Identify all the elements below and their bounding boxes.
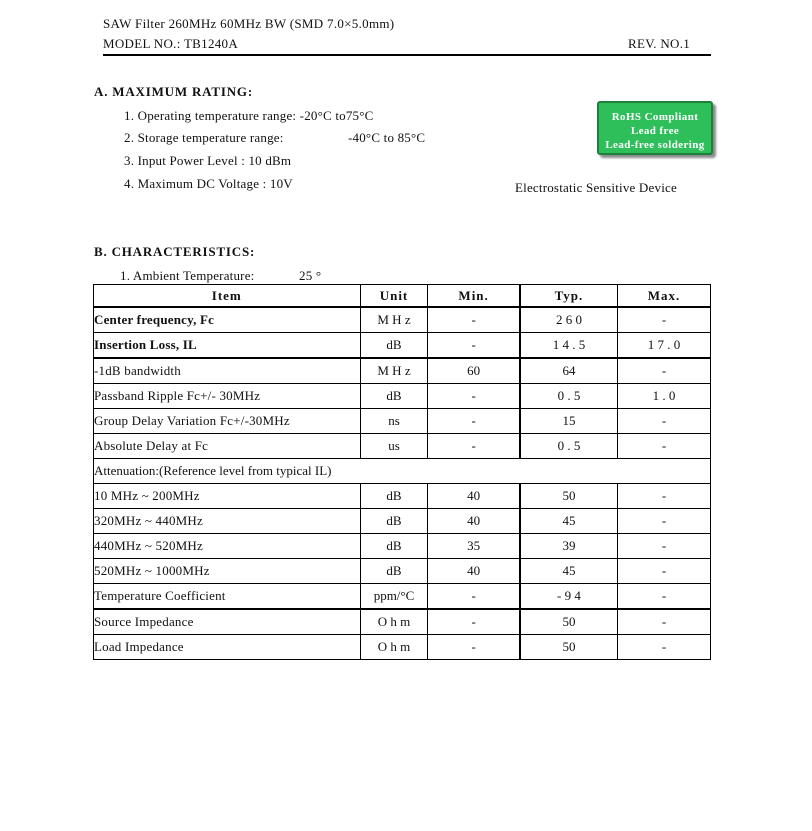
rating-item: 1. Operating temperature range: -20°C to75°C [124, 108, 374, 123]
cell-unit: M H z [360, 307, 428, 333]
cell-min: - [428, 635, 520, 660]
section-b-heading: B. CHARACTERISTICS: [94, 244, 256, 259]
cell-max: - [618, 484, 711, 509]
cell-item: -1dB bandwidth [94, 358, 361, 384]
cell-typ: 50 [520, 635, 618, 660]
rohs-badge [597, 101, 713, 155]
cell-max: - [618, 307, 711, 333]
cell-min: - [428, 409, 520, 434]
cell-min: 35 [428, 534, 520, 559]
table-row [94, 333, 711, 359]
cell-typ: 45 [520, 559, 618, 584]
cell-typ: 45 [520, 509, 618, 534]
cell-typ: 50 [520, 609, 618, 635]
header-cell: Unit [360, 285, 428, 308]
cell-max: - [618, 509, 711, 534]
cell-unit: O h m [360, 609, 428, 635]
cell-max: - [618, 609, 711, 635]
badge-line: Lead free [630, 125, 680, 137]
cell-unit: ns [360, 409, 428, 434]
cell-typ: 0 . 5 [520, 384, 618, 409]
table-row [94, 534, 711, 559]
cell-unit: dB [360, 559, 428, 584]
cell-item: Group Delay Variation Fc+/-30MHz [94, 409, 361, 434]
cell-unit: dB [360, 484, 428, 509]
cell-typ: - 9 4 [520, 584, 618, 610]
rating-item: 4. Maximum DC Voltage : 10V [124, 176, 293, 191]
cell-min: 40 [428, 509, 520, 534]
cell-min: - [428, 584, 520, 610]
cell-unit: dB [360, 534, 428, 559]
table-row [94, 358, 711, 384]
table-row [94, 635, 711, 660]
cell-max: - [618, 534, 711, 559]
attenuation-row [94, 459, 711, 484]
header-cell: Item [94, 285, 361, 308]
cell-unit: dB [360, 333, 428, 359]
cell-item: Source Impedance [94, 609, 361, 635]
cell-unit: us [360, 434, 428, 459]
cell-unit: M H z [360, 358, 428, 384]
header-cell: Min. [428, 285, 520, 308]
cell-typ: 64 [520, 358, 618, 384]
cell-item: Load Impedance [94, 635, 361, 660]
table-row [94, 434, 711, 459]
badge-line: RoHS Compliant [611, 111, 699, 123]
attenuation-label: Attenuation:(Reference level from typical IL) [94, 459, 711, 484]
cell-typ: 39 [520, 534, 618, 559]
cell-min: - [428, 609, 520, 635]
cell-typ: 50 [520, 484, 618, 509]
cell-item: 520MHz ~ 1000MHz [94, 559, 361, 584]
section-a-heading: A. MAXIMUM RATING: [94, 84, 253, 99]
cell-item: 440MHz ~ 520MHz [94, 534, 361, 559]
cell-item: Passband Ripple Fc+/- 30MHz [94, 384, 361, 409]
cell-unit: dB [360, 509, 428, 534]
characteristics-table [93, 284, 711, 660]
cell-item: Absolute Delay at Fc [94, 434, 361, 459]
table-row [94, 384, 711, 409]
rating-item: 2. Storage temperature range: [124, 130, 284, 145]
model-number: MODEL NO.: TB1240A [103, 36, 239, 51]
table-row [94, 609, 711, 635]
rating-item: 3. Input Power Level : 10 dBm [124, 153, 292, 168]
table-header-row [94, 285, 711, 308]
esd-note: Electrostatic Sensitive Device [515, 180, 677, 195]
table-row [94, 584, 711, 610]
cell-typ: 15 [520, 409, 618, 434]
cell-max: 1 7 . 0 [618, 333, 711, 359]
table-row [94, 484, 711, 509]
badge-line: Lead-free soldering [605, 139, 705, 151]
ambient-label: 1. Ambient Temperature: [120, 268, 255, 283]
table-row [94, 559, 711, 584]
cell-unit: O h m [360, 635, 428, 660]
header-cell: Typ. [520, 285, 618, 308]
header-rule [103, 54, 711, 56]
cell-item: Center frequency, Fc [94, 307, 361, 333]
table-row [94, 509, 711, 534]
cell-max: - [618, 358, 711, 384]
cell-min: - [428, 307, 520, 333]
cell-max: - [618, 584, 711, 610]
cell-item: 10 MHz ~ 200MHz [94, 484, 361, 509]
storage-temp-value: -40°C to 85°C [348, 130, 426, 145]
cell-typ: 1 4 . 5 [520, 333, 618, 359]
cell-item: Temperature Coefficient [94, 584, 361, 610]
cell-unit: ppm/°C [360, 584, 428, 610]
table-row [94, 409, 711, 434]
revision-number: REV. NO.1 [628, 36, 691, 51]
table-row [94, 307, 711, 333]
cell-typ: 2 6 0 [520, 307, 618, 333]
cell-max: - [618, 434, 711, 459]
cell-min: - [428, 434, 520, 459]
cell-max: 1 . 0 [618, 384, 711, 409]
cell-max: - [618, 409, 711, 434]
cell-max: - [618, 559, 711, 584]
cell-min: - [428, 333, 520, 359]
cell-min: 40 [428, 559, 520, 584]
cell-max: - [618, 635, 711, 660]
cell-min: - [428, 384, 520, 409]
ambient-value: 25 ° [299, 268, 322, 283]
cell-item: 320MHz ~ 440MHz [94, 509, 361, 534]
cell-min: 60 [428, 358, 520, 384]
cell-item: Insertion Loss, IL [94, 333, 361, 359]
document-title: SAW Filter 260MHz 60MHz BW (SMD 7.0×5.0mm) [103, 16, 395, 31]
cell-typ: 0 . 5 [520, 434, 618, 459]
cell-unit: dB [360, 384, 428, 409]
header-cell: Max. [618, 285, 711, 308]
cell-min: 40 [428, 484, 520, 509]
